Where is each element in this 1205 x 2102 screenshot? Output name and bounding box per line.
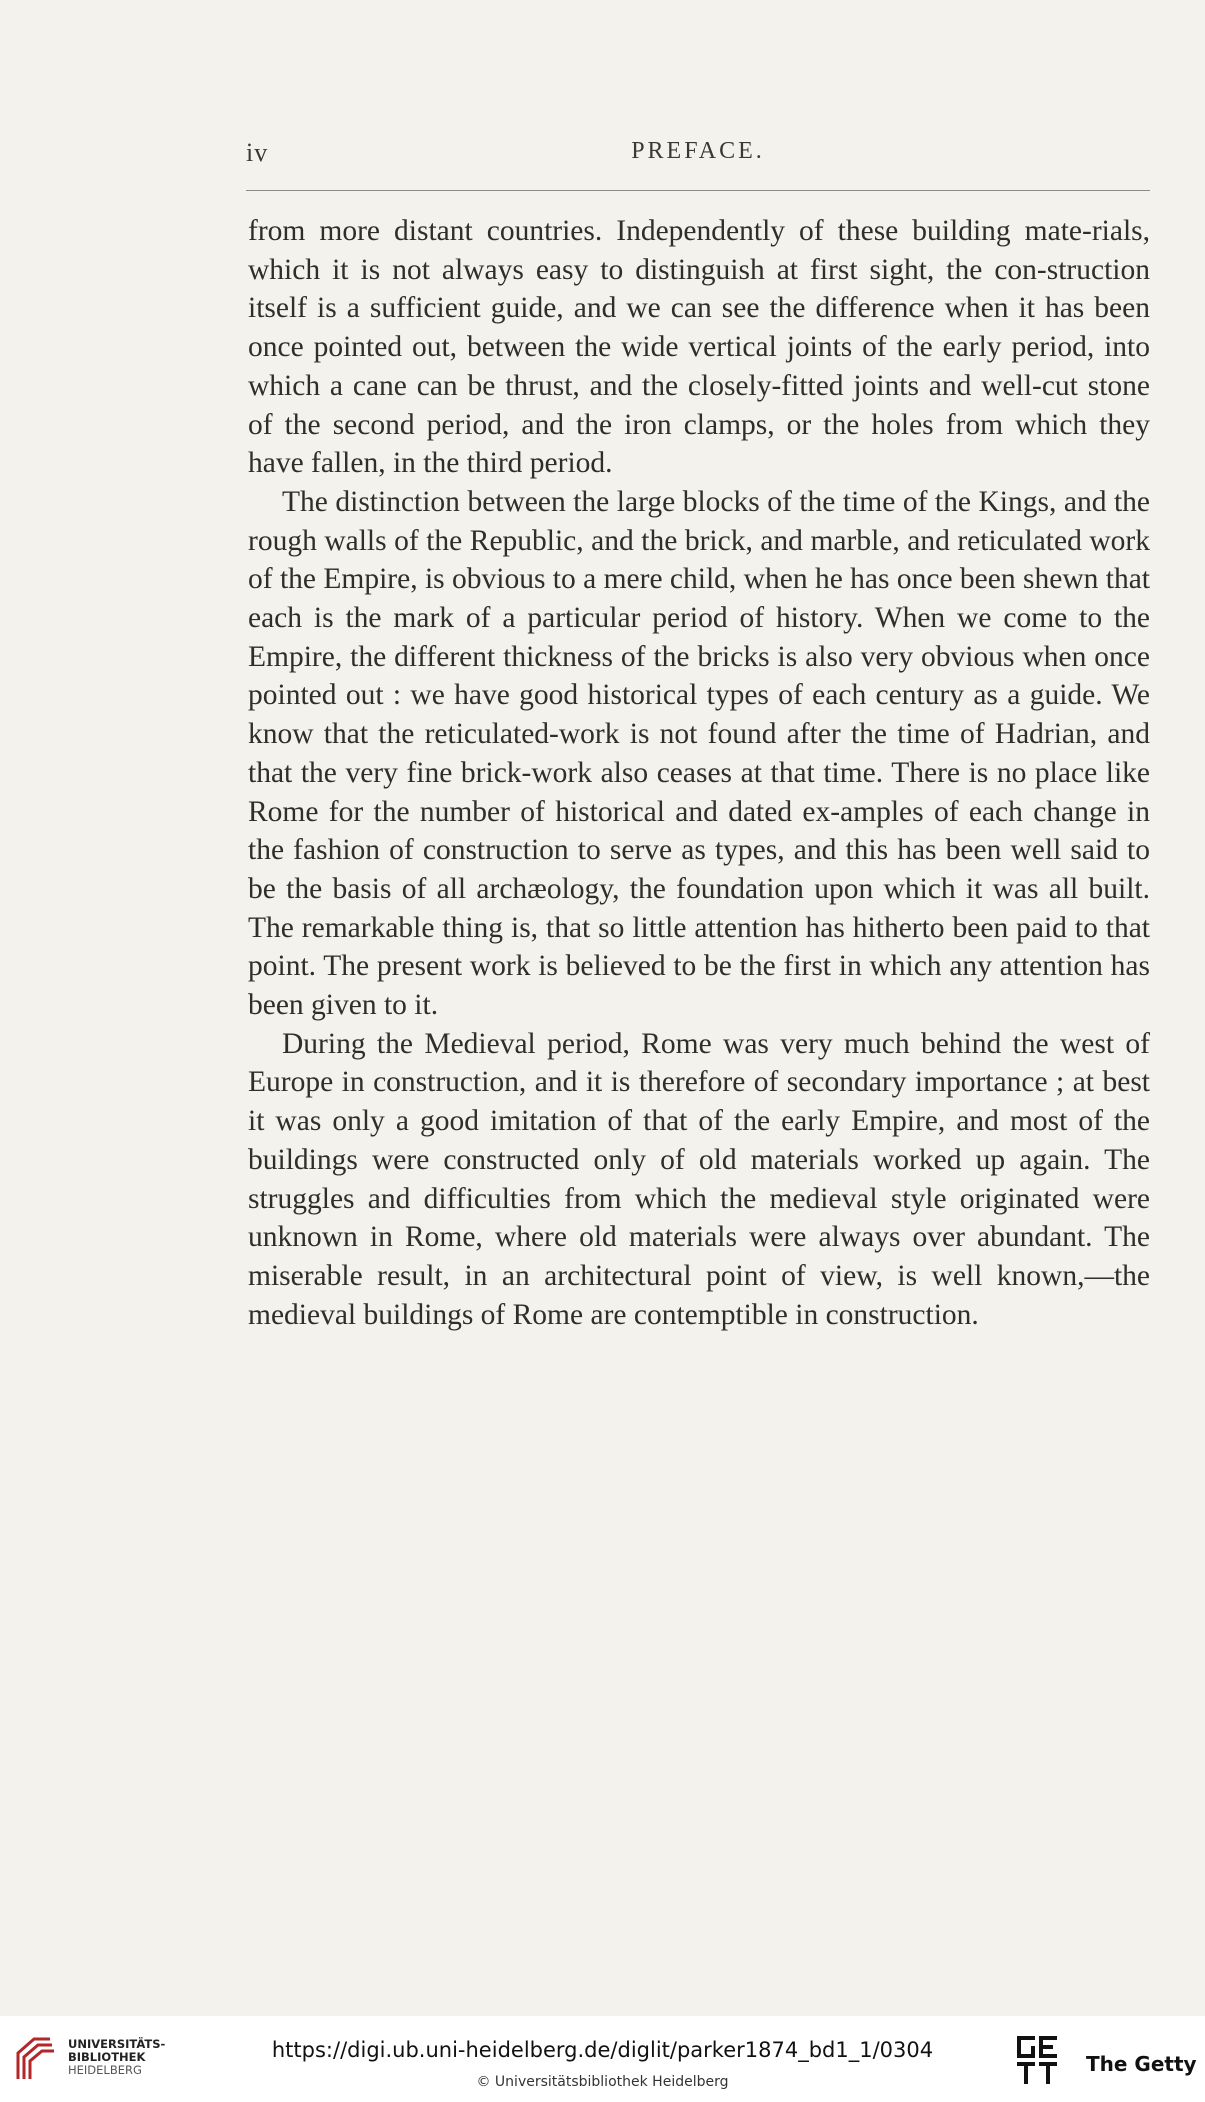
- header-rule: [246, 190, 1150, 191]
- running-head: PREFACE.: [631, 138, 765, 164]
- university-library-name: UNIVERSITÄTS- BIBLIOTHEK HEIDELBERG: [68, 2037, 166, 2077]
- paragraph-1: from more distant countries. Independently of these building mate-rials, which it is not always easy to distinguish at first sight, the con-struction itself is a sufficient guide, and we can see the difference when it has been once pointed out, between the wide vertical joints of the early period, into which a cane can be thrust, and the closely-fitted joints and well-cut stone of the second period, and the iron clamps, or the holes from which they have fallen, in the third period.: [248, 215, 1150, 480]
- paragraph-2: The distinction between the large blocks of the time of the Kings, and the rough walls of the Republic, and the brick, and marble, and reticulated work of the Empire, is obvious to a mere child, when he has once been shewn that each is the mark of a particular period of history. When we come to the Empire, the different thickness of the bricks is also very obvious when once pointed out : we have good historical types of each century as a guide. We know that the reticulated-work is not found after the time of Hadrian, and that the very fine brick-work also ceases at that time. There is no place like Rome for the number of historical and dated ex-amples of each change in the fashion of construction to serve as types, and this has been well said to be the basis of all archæology, the foundation upon which it was all built. The remarkable thing is, that so little attention has hitherto been paid to that point. The present work is believed to be the first in which any attention has been given to it.: [248, 485, 1150, 1022]
- getty-logo-icon: [1015, 2034, 1061, 2086]
- page-header: [246, 138, 1150, 174]
- digitization-footer: [0, 2016, 1205, 2102]
- paragraph-3: During the Medieval period, Rome was very much behind the west of Europe in construction, and it is therefore of secondary importance ; at best it was only a good imitation of that of the early Empire, and most of the buildings were constructed only of old materials worked up again. The struggles and difficulties from which the medieval style originated were unknown in Rome, where old materials were always over abundant. The miserable result, in an architectural point of view, is well known,—the medieval buildings of Rome are contemptible in construction.: [248, 1027, 1150, 1331]
- page-number: iv: [246, 138, 269, 167]
- source-url-link[interactable]: https://digi.ub.uni-heidelberg.de/diglit/parker1874_bd1_1/0304: [271, 2038, 934, 2062]
- copyright-notice: © Universitätsbibliothek Heidelberg: [476, 2074, 729, 2090]
- body-text: [248, 212, 1150, 1334]
- getty-name: The Getty: [1086, 2052, 1197, 2076]
